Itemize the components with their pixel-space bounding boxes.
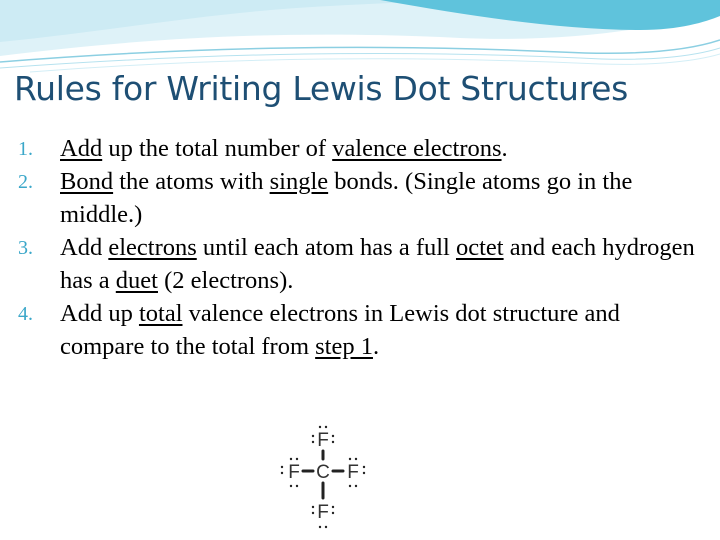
rule-underlined-term: total xyxy=(138,300,183,327)
rules-list xyxy=(18,132,708,363)
rule-item-2 xyxy=(18,165,708,231)
rule-item-4 xyxy=(18,297,708,363)
rule-number: 3. xyxy=(18,237,33,259)
rule-text: (2 electrons). xyxy=(157,267,294,294)
rule-text: bonds. (Single atoms go in the middle.) xyxy=(60,168,633,228)
lewis-structure-diagram xyxy=(276,414,370,538)
rule-item-1 xyxy=(18,132,708,165)
rule-text: the atoms with xyxy=(113,168,270,195)
rule-number: 1. xyxy=(18,138,33,160)
rule-text: Add up xyxy=(60,300,139,327)
rule-number: 2. xyxy=(18,171,33,193)
rule-text: up the total number of xyxy=(102,135,333,162)
rule-number: 4. xyxy=(18,303,33,325)
atom-top: F xyxy=(317,430,329,451)
rule-text: . xyxy=(501,135,508,162)
rule-text: valence electrons in Lewis dot structure and compare to the total from xyxy=(60,300,620,360)
rule-text: and each hydrogen has a xyxy=(60,234,695,294)
rule-underlined-term: valence electrons xyxy=(332,135,502,162)
rule-item-3 xyxy=(18,231,708,297)
rule-text: Add xyxy=(60,234,109,261)
rule-text: until each atom has a full xyxy=(196,234,456,261)
rule-underlined-term: Add xyxy=(60,135,103,162)
atom-left: F xyxy=(288,462,300,483)
slide-title: Rules for Writing Lewis Dot Structures xyxy=(14,69,629,108)
atom-bottom: F xyxy=(317,502,329,523)
rule-underlined-term: octet xyxy=(455,234,504,261)
rule-underlined-term: electrons xyxy=(108,234,197,261)
rule-underlined-term: duet xyxy=(115,267,158,294)
atom-right: F xyxy=(347,462,359,483)
rule-underlined-term: single xyxy=(269,168,329,195)
atom-center: C xyxy=(316,462,330,483)
rule-underlined-term: Bond xyxy=(60,168,114,195)
rule-text: . xyxy=(372,333,380,360)
rule-underlined-term: step 1 xyxy=(315,333,373,360)
